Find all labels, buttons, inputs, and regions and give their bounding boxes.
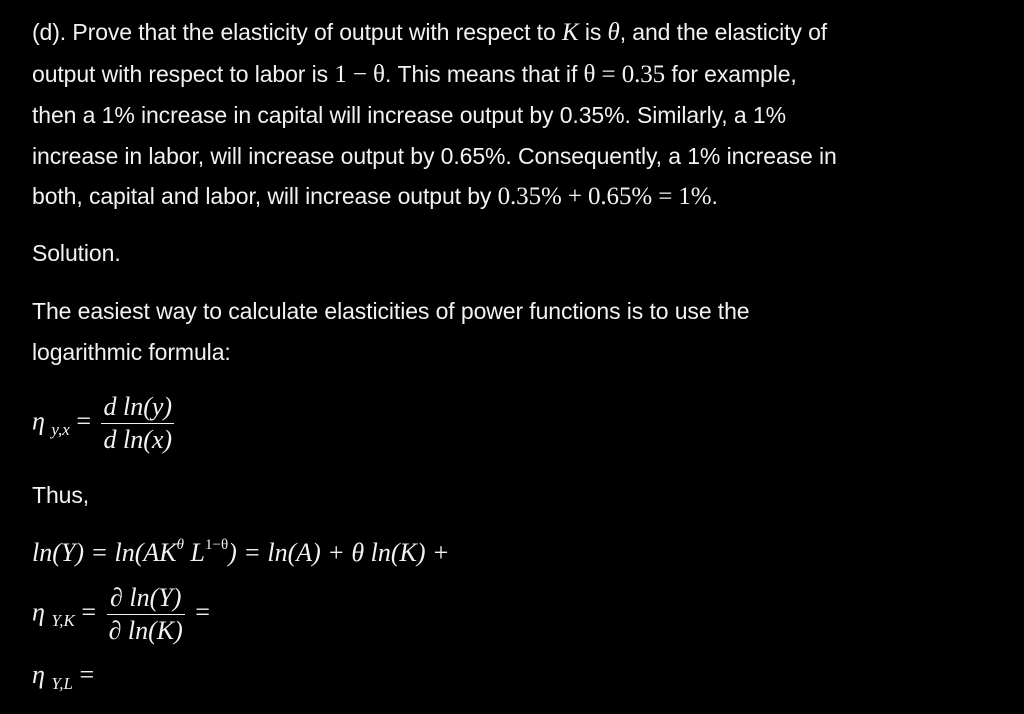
math-theta-equals: θ = 0.35 (583, 60, 666, 88)
problem-line-4: increase in labor, will increase output by 0.65%. Consequently, a 1% increase in (32, 142, 837, 169)
eta-symbol: η (32, 406, 45, 436)
problem-text: . This means that if (384, 60, 584, 87)
superscript-theta: θ (176, 537, 185, 553)
math-K: K (561, 19, 579, 46)
problem-line-1 (32, 12, 996, 54)
explanation (32, 291, 996, 372)
eta-symbol: η (32, 597, 45, 627)
equation-mid: L (184, 538, 205, 567)
subscript-yk: Y,K (51, 611, 75, 631)
problem-text: both, capital and labor, will increase output by (32, 183, 498, 209)
fraction-numerator: ∂ ln(Y) (107, 583, 185, 615)
elasticity-formula (32, 392, 996, 455)
math-sum-expression: 0.35% + 0.65% = 1% (497, 183, 712, 210)
explanation-line-1: The easiest way to calculate elasticities of power functions is to use the (32, 298, 750, 324)
superscript-one-minus-theta: 1−θ (205, 537, 229, 553)
log-output-equation (32, 538, 996, 568)
thus-label: Thus, (32, 482, 90, 508)
eta-yl-equation (32, 660, 996, 693)
subscript-yl: Y,L (51, 674, 74, 693)
problem-line-5 (32, 176, 996, 218)
eta-yk-equation (32, 583, 996, 646)
trailing-equals-sign: = (195, 597, 210, 627)
problem-text: output with respect to labor is (32, 60, 335, 87)
fraction-denominator: ∂ ln(K) (108, 616, 183, 645)
fraction-denominator: d ln(x) (103, 425, 173, 454)
problem-text: is (578, 19, 608, 45)
math-one-minus-theta: 1 − θ (334, 60, 385, 88)
equals-sign: = (79, 660, 95, 689)
equals-sign: = (81, 597, 97, 627)
problem-line-3: then a 1% increase in capital will increase output by 0.35%. Similarly, a 1% (32, 102, 786, 128)
math-theta: θ (607, 19, 620, 46)
eta-symbol: η (32, 660, 45, 689)
equation-rhs: ) = ln(A) + θ ln(K) + (228, 538, 450, 567)
problem-text: . (711, 183, 718, 209)
explanation-line-2: logarithmic formula: (32, 338, 231, 365)
equation-lhs: ln(Y) = ln(AK (32, 538, 177, 567)
fraction (101, 392, 174, 455)
solution-label: Solution. (32, 240, 121, 266)
equals-sign: = (76, 406, 91, 436)
fraction (107, 583, 185, 646)
problem-text: (d). Prove that the elasticity of output with respect to (32, 19, 562, 45)
problem-statement (32, 12, 996, 218)
problem-text: , and the elasticity of (619, 19, 828, 45)
problem-text: for example, (665, 60, 797, 87)
problem-line-2 (32, 54, 996, 96)
fraction-numerator: d ln(y) (101, 392, 174, 424)
subscript-yx: y,x (51, 420, 70, 440)
